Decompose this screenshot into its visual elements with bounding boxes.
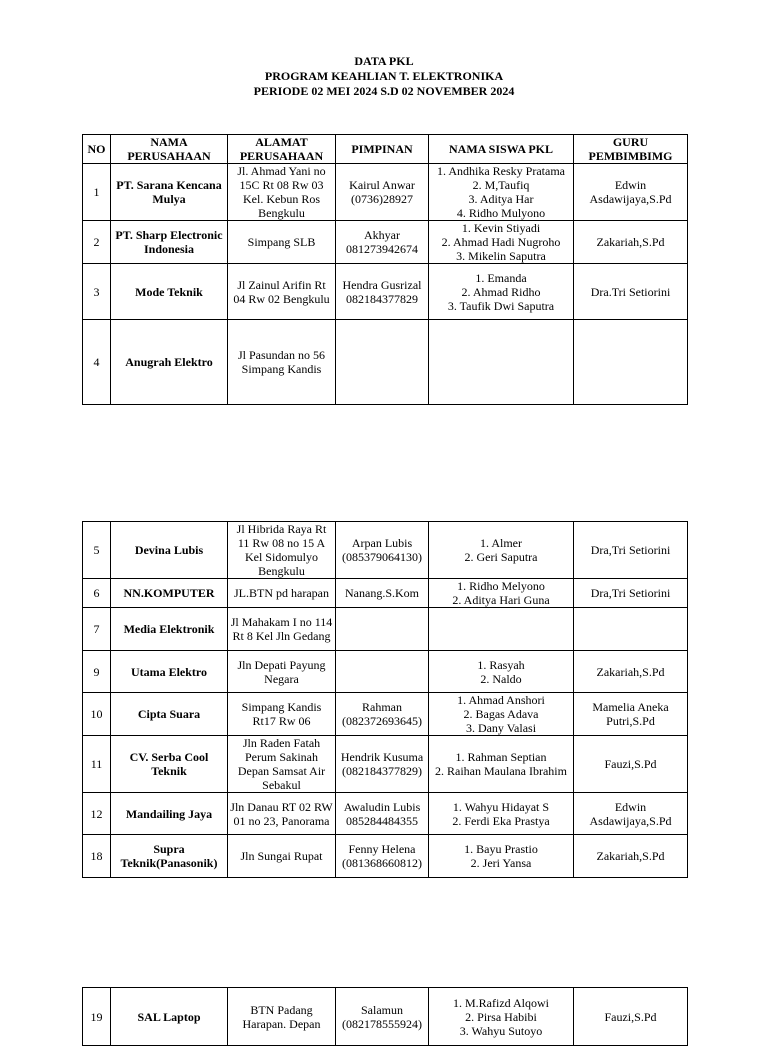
supervisor-teacher: Zakariah,S.Pd (574, 651, 688, 693)
company-name: Devina Lubis (111, 522, 228, 579)
student-list (429, 608, 574, 651)
student-list (429, 164, 574, 221)
col-header-alamat-perusahaan: ALAMAT PERUSAHAAN (228, 135, 336, 164)
student-name: 1. Ahmad Anshori (457, 693, 545, 707)
student-name: 1. Wahyu Hidayat S (452, 799, 550, 814)
table-row (83, 608, 688, 651)
supervisor-teacher: Dra,Tri Setiorini (574, 579, 688, 608)
company-address: Jl Hibrida Raya Rt 11 Rw 08 no 15 A Kel Sidomulyo Bengkulu (228, 522, 336, 579)
table-row (83, 579, 688, 608)
company-address: Jl. Ahmad Yani no 15C Rt 08 Rw 03 Kel. Kebun Ros Bengkulu (228, 164, 336, 221)
table-header-row (83, 135, 688, 164)
supervisor-teacher: Fauzi,S.Pd (574, 736, 688, 793)
supervisor-teacher: Mamelia Aneka Putri,S.Pd (574, 693, 688, 736)
student-name: 2. Jeri Yansa (470, 856, 532, 870)
student-name: 1. Rahman Septian (455, 750, 547, 764)
student-name: 3. Mikelin Saputra (456, 249, 546, 263)
row-no: 1 (83, 164, 111, 221)
student-list (429, 264, 574, 320)
title-data-pkl: DATA PKL (354, 54, 414, 68)
student-name: 1. Bayu Prastio (464, 842, 538, 856)
supervisor-teacher: Zakariah,S.Pd (574, 221, 688, 264)
company-address: JL.BTN pd harapan (228, 579, 336, 608)
company-leader: Nanang.S.Kom (336, 579, 429, 608)
supervisor-teacher: Edwin Asdawijaya,S.Pd (574, 793, 688, 835)
row-no: 9 (83, 651, 111, 693)
pkl-table-page-2 (82, 521, 688, 878)
company-leader: Arpan Lubis (085379064130) (336, 522, 429, 579)
student-list (429, 221, 574, 264)
student-name: 1. Almer (480, 536, 522, 550)
student-name: 1. Emanda (475, 270, 527, 285)
student-name: 3. Dany Valasi (465, 721, 537, 735)
company-name: SAL Laptop (111, 988, 228, 1046)
company-leader (336, 320, 429, 405)
student-name: 3. Aditya Har (468, 192, 534, 206)
student-name: 1. Ridho Melyono (457, 579, 545, 593)
company-name: Cipta Suara (111, 693, 228, 736)
company-name: PT. Sarana Kencana Mulya (111, 164, 228, 221)
company-leader: Akhyar 081273942674 (336, 221, 429, 264)
student-list (429, 693, 574, 736)
student-name: 2. Ahmad Hadi Nugroho (441, 235, 561, 249)
col-header-no: NO (83, 135, 111, 164)
row-no: 19 (83, 988, 111, 1046)
student-name: 1. Kevin Stiyadi (461, 221, 541, 235)
company-leader: Fenny Helena (081368660812) (336, 835, 429, 878)
col-header-pimpinan: PIMPINAN (336, 135, 429, 164)
student-name: 2. Ahmad Ridho (461, 284, 541, 299)
table-row (83, 793, 688, 835)
col-header-nama-siswa: NAMA SISWA PKL (429, 135, 574, 164)
document-title (0, 54, 768, 99)
row-no: 4 (83, 320, 111, 405)
company-name: Mandailing Jaya (111, 793, 228, 835)
student-list (429, 522, 574, 579)
student-name: 2. Pirsa Habibi (465, 1009, 537, 1024)
row-no: 5 (83, 522, 111, 579)
row-no: 10 (83, 693, 111, 736)
company-address: BTN Padang Harapan. Depan (228, 988, 336, 1046)
col-header-guru: GURU PEMBIMBIMG (574, 135, 688, 164)
company-name: Media Elektronik (111, 608, 228, 651)
supervisor-teacher: Dra.Tri Setiorini (574, 264, 688, 320)
company-address: Jl Zainul Arifin Rt 04 Rw 02 Bengkulu (228, 264, 336, 320)
company-leader: Kairul Anwar (0736)28927 (336, 164, 429, 221)
supervisor-teacher: Dra,Tri Setiorini (574, 522, 688, 579)
student-list (429, 736, 574, 793)
table-row (83, 651, 688, 693)
supervisor-teacher: Edwin Asdawijaya,S.Pd (574, 164, 688, 221)
company-address: Jl Pasundan no 56 Simpang Kandis (228, 320, 336, 405)
student-name: 4. Ridho Mulyono (456, 206, 546, 220)
student-list (429, 835, 574, 878)
student-name: 2. Naldo (480, 671, 522, 686)
supervisor-teacher: Zakariah,S.Pd (574, 835, 688, 878)
company-address: Jln Depati Payung Negara (228, 651, 336, 693)
title-periode: PERIODE 02 MEI 2024 S.D 02 NOVEMBER 2024 (253, 84, 515, 98)
table-row (83, 693, 688, 736)
company-leader: Salamun (082178555924) (336, 988, 429, 1046)
company-name: Mode Teknik (111, 264, 228, 320)
company-leader (336, 608, 429, 651)
row-no: 18 (83, 835, 111, 878)
student-list (429, 579, 574, 608)
table-row (83, 320, 688, 405)
student-name: 2. Ferdi Eka Prastya (452, 813, 550, 828)
col-header-nama-perusahaan: NAMA PERUSAHAAN (111, 135, 228, 164)
company-name: Anugrah Elektro (111, 320, 228, 405)
student-name: 1. Andhika Resky Pratama (437, 164, 565, 178)
company-address: Simpang SLB (228, 221, 336, 264)
table-row (83, 835, 688, 878)
student-name: 1. Rasyah (477, 657, 525, 672)
company-name: Supra Teknik(Panasonik) (111, 835, 228, 878)
student-list (429, 320, 574, 405)
student-name: 1. M.Rafizd Alqowi (453, 995, 549, 1010)
company-address: Jln Raden Fatah Perum Sakinah Depan Samsat Air Sebakul (228, 736, 336, 793)
supervisor-teacher (574, 608, 688, 651)
table-row (83, 522, 688, 579)
student-name: 3. Wahyu Sutoyo (459, 1023, 543, 1038)
student-name: 2. Raihan Maulana Ibrahim (435, 764, 567, 778)
title-program: PROGRAM KEAHLIAN T. ELEKTRONIKA (264, 69, 504, 83)
table-row (83, 221, 688, 264)
company-name: PT. Sharp Electronic Indonesia (111, 221, 228, 264)
student-name: 2. Bagas Adava (463, 707, 539, 721)
student-list (429, 793, 574, 835)
company-leader: Rahman (082372693645) (336, 693, 429, 736)
supervisor-teacher (574, 320, 688, 405)
row-no: 2 (83, 221, 111, 264)
student-name: 2. Geri Saputra (464, 550, 538, 564)
row-no: 3 (83, 264, 111, 320)
table-row (83, 988, 688, 1046)
student-name: 3. Taufik Dwi Saputra (447, 298, 555, 313)
table-row (83, 164, 688, 221)
company-address: Jl Mahakam I no 114 Rt 8 Kel Jln Gedang (228, 608, 336, 651)
student-list (429, 988, 574, 1046)
company-address: Jln Danau RT 02 RW 01 no 23, Panorama (228, 793, 336, 835)
company-leader (336, 651, 429, 693)
company-address: Simpang Kandis Rt17 Rw 06 (228, 693, 336, 736)
company-leader: Hendrik Kusuma (082184377829) (336, 736, 429, 793)
row-no: 7 (83, 608, 111, 651)
pkl-table-page-1 (82, 134, 688, 405)
company-leader: Hendra Gusrizal 082184377829 (336, 264, 429, 320)
row-no: 6 (83, 579, 111, 608)
supervisor-teacher: Fauzi,S.Pd (574, 988, 688, 1046)
company-name: NN.KOMPUTER (111, 579, 228, 608)
row-no: 12 (83, 793, 111, 835)
student-name: 2. M,Taufiq (472, 178, 530, 192)
pkl-table-page-3 (82, 987, 688, 1046)
company-name: Utama Elektro (111, 651, 228, 693)
row-no: 11 (83, 736, 111, 793)
student-name: 2. Aditya Hari Guna (452, 593, 550, 607)
student-list (429, 651, 574, 693)
company-address: Jln Sungai Rupat (228, 835, 336, 878)
company-leader: Awaludin Lubis 085284484355 (336, 793, 429, 835)
company-name: CV. Serba Cool Teknik (111, 736, 228, 793)
table-row (83, 736, 688, 793)
table-row (83, 264, 688, 320)
